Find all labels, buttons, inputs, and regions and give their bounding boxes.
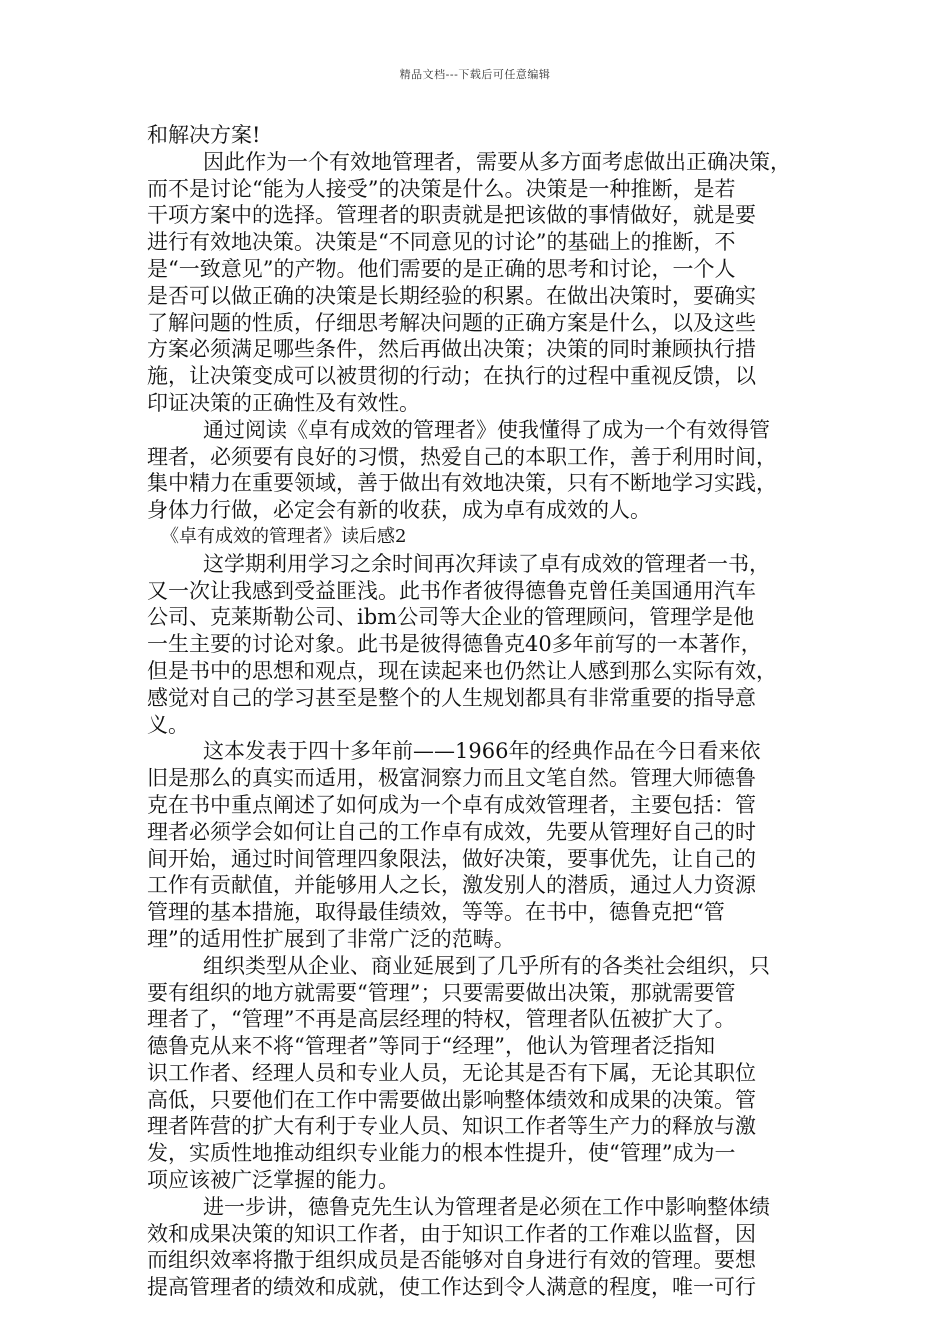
text-line: 印证决策的正确性及有效性。 [147, 390, 420, 415]
text-line: 项应该被广泛掌握的能力。 [147, 1168, 399, 1193]
text-line: 管理的基本措施，取得最佳绩效，等等。在书中，德鲁克把“管 [147, 900, 725, 925]
text-line: 而不是讨论“能为人接受”的决策是什么。决策是一种推断，是若 [147, 176, 736, 201]
text-line: 了解问题的性质，仔细思考解决问题的正确方案是什么，以及这些 [147, 310, 756, 335]
text-line: 工作有贡献值，并能够用人之长，激发别人的潜质，通过人力资源 [147, 873, 756, 898]
text-line: 一生主要的讨论对象。此书是彼得德鲁克40多年前写的一本著作， [147, 632, 762, 657]
text-line: 身体力行做，必定会有新的收获，成为卓有成效的人。 [147, 498, 651, 523]
text-line: 方案必须满足哪些条件，然后再做出决策；决策的同时兼顾执行措 [147, 337, 756, 362]
text-line: 提高管理者的绩效和成就，使工作达到令人满意的程度，唯一可行 [147, 1275, 756, 1300]
text-line: 干项方案中的选择。管理者的职责就是把该做的事情做好，就是要 [147, 203, 756, 228]
text-line: 通过阅读《卓有成效的管理者》使我懂得了成为一个有效得管 [203, 417, 770, 442]
text-line: 发，实质性地推动组织专业能力的根本性提升，使“管理”成为一 [147, 1141, 736, 1166]
text-line: 因此作为一个有效地管理者，需要从多方面考虑做出正确决策， [203, 149, 791, 174]
text-line: 又一次让我感到受益匪浅。此书作者彼得德鲁克曾任美国通用汽车 [147, 578, 756, 603]
text-line: 而组织效率将撒于组织成员是否能够对自身进行有效的管理。要想 [147, 1248, 756, 1273]
text-line: 理者，必须要有良好的习惯，热爱自己的本职工作，善于利用时间， [147, 444, 777, 469]
text-line: 理者了，“管理”不再是高层经理的特权，管理者队伍被扩大了。 [147, 1007, 736, 1032]
text-line: 理”的适用性扩展到了非常广泛的范畴。 [147, 926, 515, 951]
text-line: 理者必须学会如何让自己的工作卓有成效，先要从管理好自己的时 [147, 819, 756, 844]
text-line: 义。 [147, 712, 189, 737]
text-line: 识工作者、经理人员和专业人员，无论其是否有下属，无论其职位 [147, 1060, 756, 1085]
text-line: 间开始，通过时间管理四象限法，做好决策，要事优先，让自己的 [147, 846, 756, 871]
text-line: 这本发表于四十多年前——1966年的经典作品在今日看来依 [203, 739, 761, 764]
text-line: 效和成果决策的知识工作者，由于知识工作者的工作难以监督，因 [147, 1221, 756, 1246]
document-body [147, 122, 827, 1301]
text-line: 但是书中的思想和观点，现在读起来也仍然让人感到那么实际有效， [147, 658, 777, 683]
text-line: 是否可以做正确的决策是长期经验的积累。在做出决策时，要确实 [147, 283, 756, 308]
text-line: 高低，只要他们在工作中需要做出影响整体绩效和成果的决策。管 [147, 1087, 756, 1112]
text-line: 组织类型从企业、商业延展到了几乎所有的各类社会组织，只 [203, 953, 770, 978]
text-line: 公司、克莱斯勒公司、ibm公司等大企业的管理顾问，管理学是他 [147, 605, 755, 630]
text-line: 克在书中重点阐述了如何成为一个卓有成效管理者，主要包括：管 [147, 792, 756, 817]
text-line: 旧是那么的真实而适用，极富洞察力而且文笔自然。管理大师德鲁 [147, 766, 756, 791]
text-line: 这学期利用学习之余时间再次拜读了卓有成效的管理者一书， [203, 551, 770, 576]
text-line: 是“一致意见”的产物。他们需要的是正确的思考和讨论，一个人 [147, 256, 736, 281]
text-line: 和解决方案! [147, 123, 261, 147]
text-line: 进一步讲，德鲁克先生认为管理者是必须在工作中影响整体绩 [203, 1194, 770, 1219]
text-line: 理者阵营的扩大有利于专业人员、知识工作者等生产力的释放与激 [147, 1114, 756, 1139]
text-line: 感觉对自己的学习甚至是整个的人生规划都具有非常重要的指导意 [147, 685, 756, 710]
text-line: 要有组织的地方就需要“管理”；只要需要做出决策，那就需要管 [147, 980, 736, 1005]
text-line: 施，让决策变成可以被贯彻的行动；在执行的过程中重视反馈，以 [147, 364, 756, 389]
text-line: 集中精力在重要领域，善于做出有效地决策，只有不断地学习实践， [147, 471, 777, 496]
text-line: 德鲁克从来不将“管理者”等同于“经理”，他认为管理者泛指知 [147, 1034, 715, 1059]
page-header: 精品文档---下载后可任意编辑 [399, 68, 551, 81]
section-title: 《卓有成效的管理者》读后感2 [161, 525, 407, 547]
text-line: 进行有效地决策。决策是“不同意见的讨论”的基础上的推断，不 [147, 230, 736, 255]
